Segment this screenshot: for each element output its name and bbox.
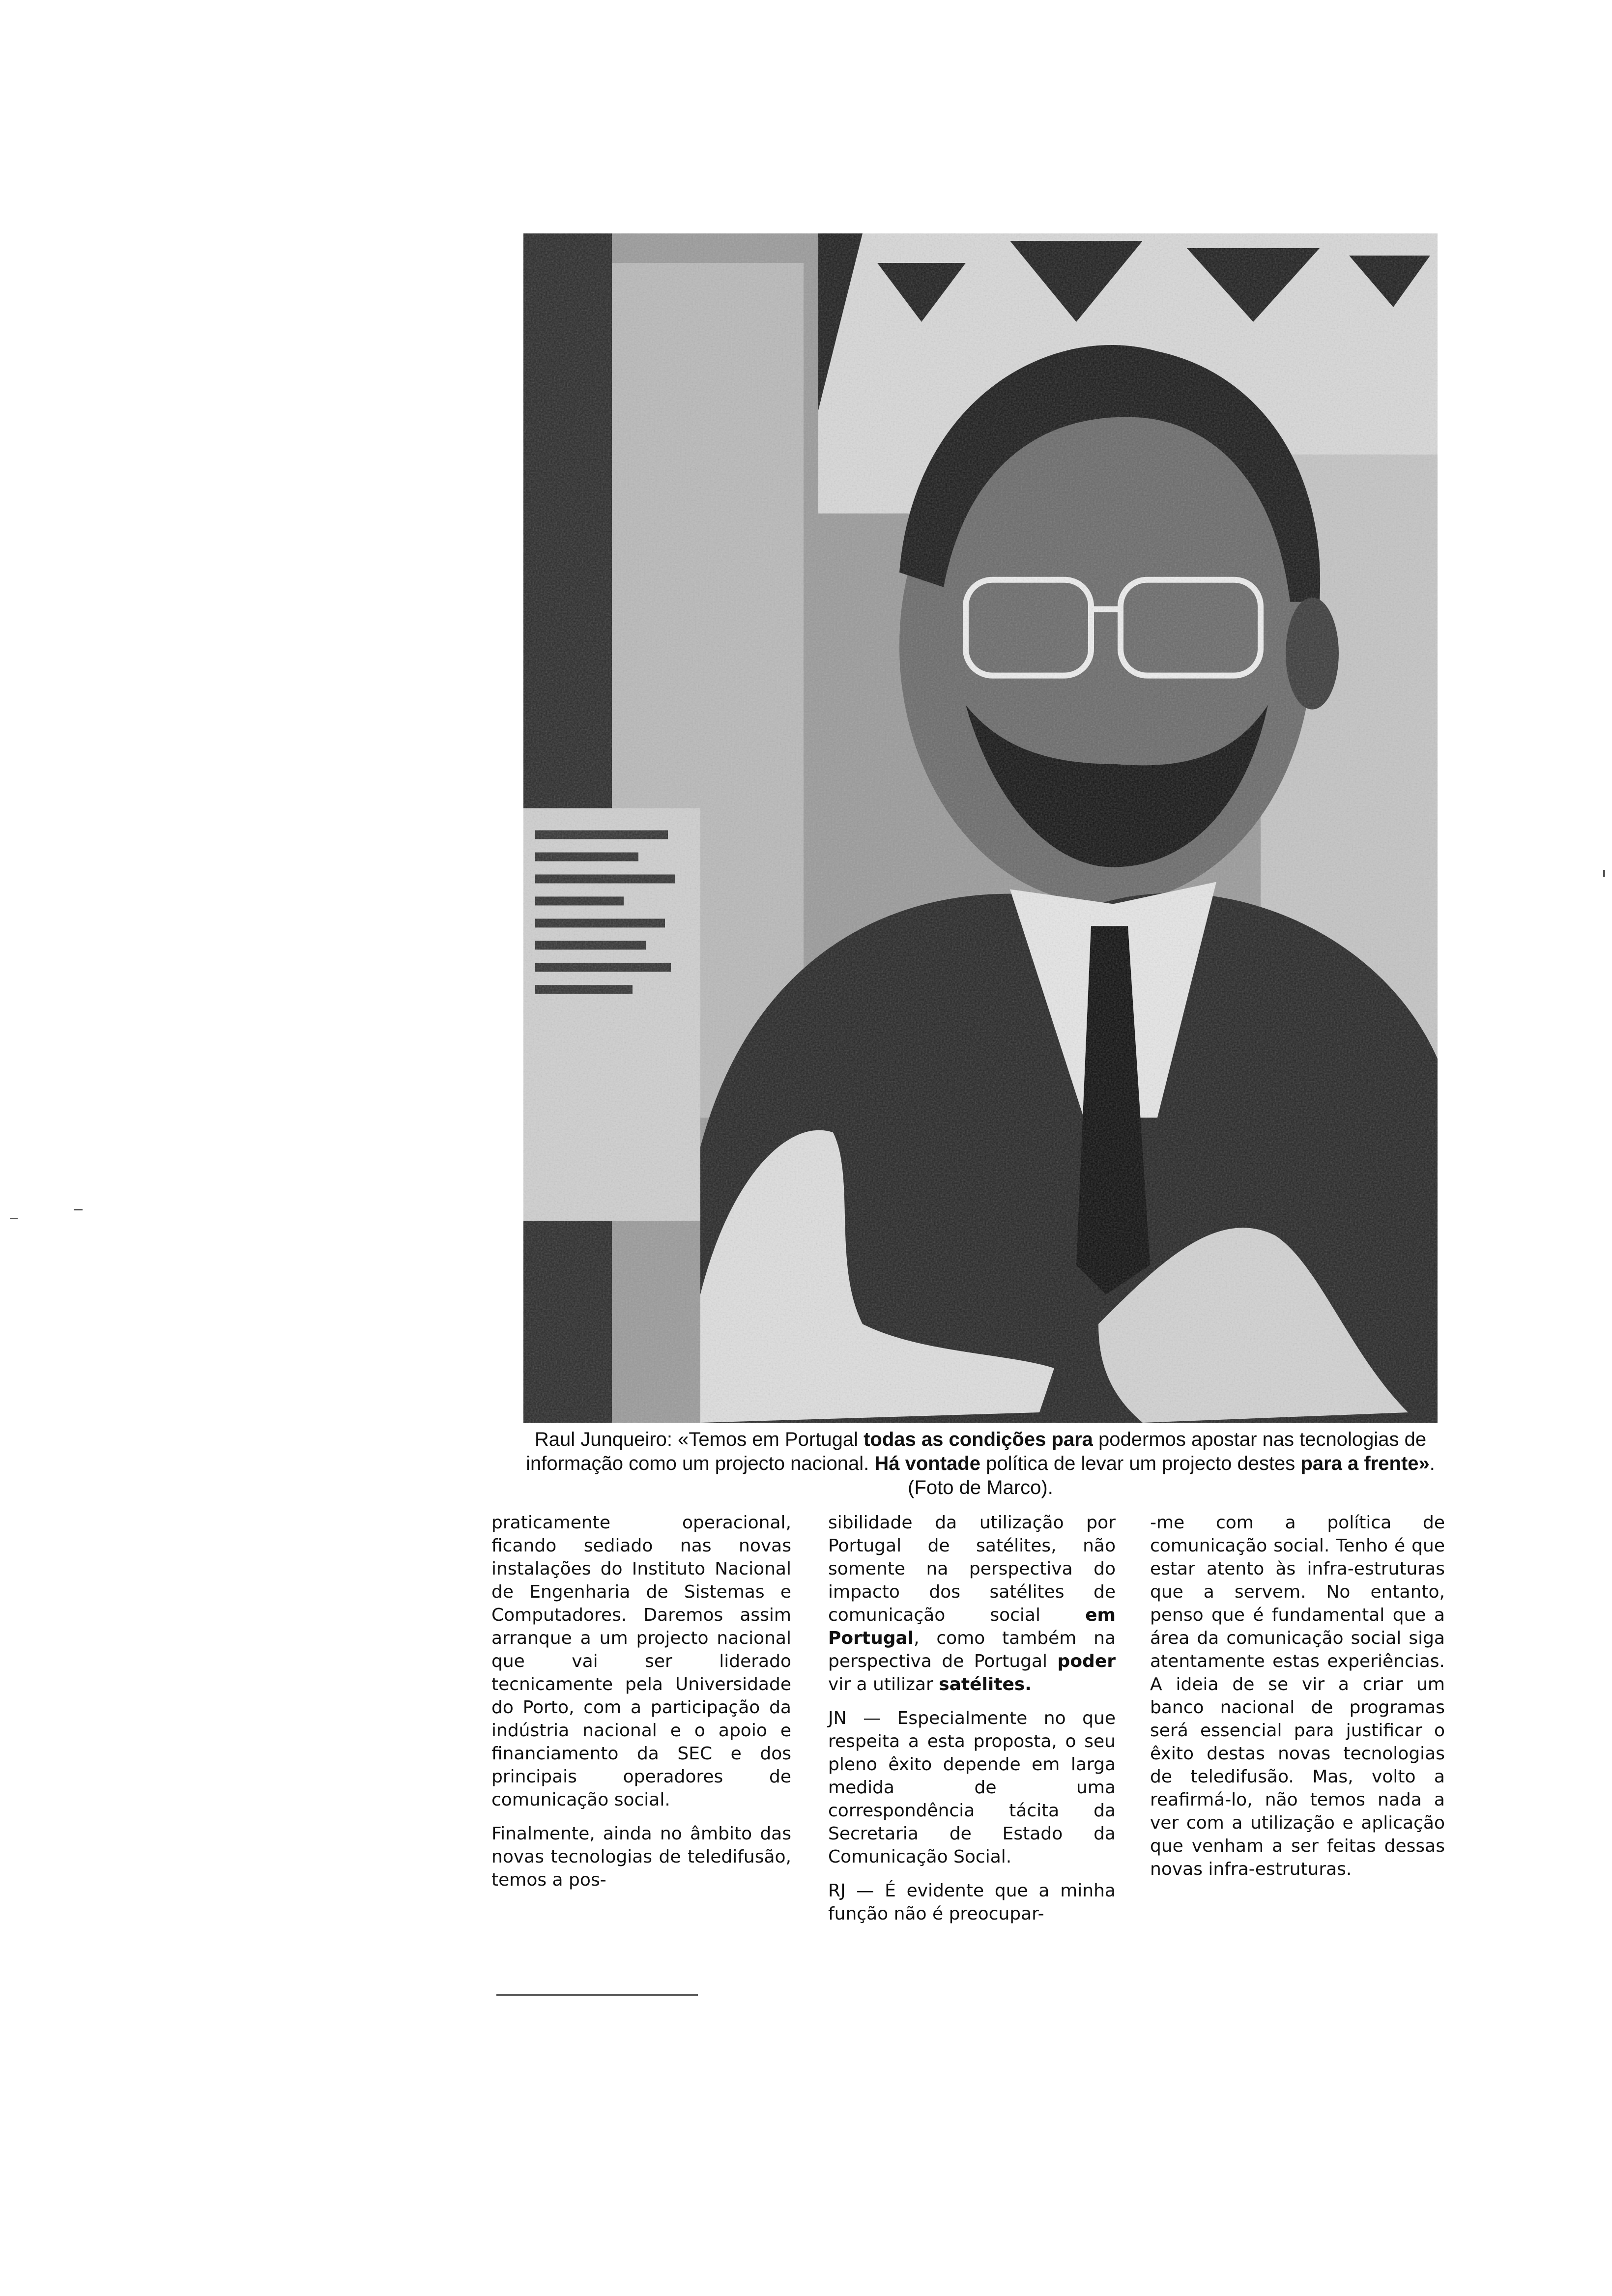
paragraph: -me com a política de comunicação social. Tenho é que estar atento às infra-estruturas que a servem. No entanto, penso que é fundamental que a área da comunicação social siga atentamente estas experiências. A ideia de se vir a criar um banco nacional de programas será essencial para justificar o êxito destas novas tecnologias de teledifusão. Mas, volto a reafirmá-lo, não temos nada a ver com a utilização e aplicação que venham a ser feitas dessas novas infra-estruturas. (1150, 1513, 1445, 1879)
column-end-rule (496, 1994, 698, 1996)
article-column-3 (1150, 1511, 1445, 1881)
text-run: vir a utilizar (828, 1674, 939, 1694)
bold-run: em Portugal (828, 1605, 1116, 1648)
article-column-2 (828, 1511, 1116, 1925)
paragraph: RJ — É evidente que a minha função não é preocupar- (828, 1881, 1116, 1924)
caption-bold-2: Há vontade (874, 1453, 980, 1474)
caption-text-1: Raul Junqueiro: «Temos em Portugal (534, 1429, 864, 1450)
caption-text-4: . (Foto de Marco). (908, 1453, 1435, 1498)
paragraph: praticamente operacional, ficando sediado nas novas instalações do Instituto Nacional de Engenharia de Sistemas e Computadores. Daremos assim arranque a um projecto nacional que vai ser liderado tecnicamente pela Universidade do Porto, com a participação da indústria nacional e o apoio e financiamento da SEC e dos principais operadores de comunicação social. (491, 1513, 791, 1810)
paragraph: Finalmente, ainda no âmbito das novas tecnologias de teledifusão, temos a pos- (491, 1824, 791, 1890)
text-run: sibilidade da utilização por Portugal de satélites, não somente na perspectiva do impacto dos satélites de comunicação social (828, 1513, 1116, 1625)
scan-speck (1603, 870, 1605, 877)
paragraph: JN — Especialmente no que respeita a esta proposta, o seu pleno êxito depende em larga medida de uma correspondência tácita da Secretaria de Estado da Comunicação Social. (828, 1708, 1116, 1867)
article-column-1 (491, 1511, 791, 1892)
scan-speck (74, 1209, 83, 1210)
caption-bold-1: todas as condições para (864, 1429, 1093, 1450)
text-run: , como também na perspectiva de Portugal (828, 1628, 1116, 1671)
caption-bold-3: para a frente» (1300, 1453, 1430, 1474)
photo-caption (509, 1428, 1452, 1500)
caption-text-2: podermos apostar nas tecnologias de informação como um projecto nacional. (526, 1429, 1427, 1474)
portrait-photo (523, 233, 1438, 1423)
scan-speck (10, 1218, 18, 1219)
bold-run: poder (1057, 1651, 1116, 1671)
bold-run: satélites. (939, 1674, 1032, 1694)
portrait-photo-icon (523, 233, 1438, 1423)
caption-text-3: política de levar um projecto destes (980, 1453, 1301, 1474)
paragraph (828, 1511, 1116, 1696)
